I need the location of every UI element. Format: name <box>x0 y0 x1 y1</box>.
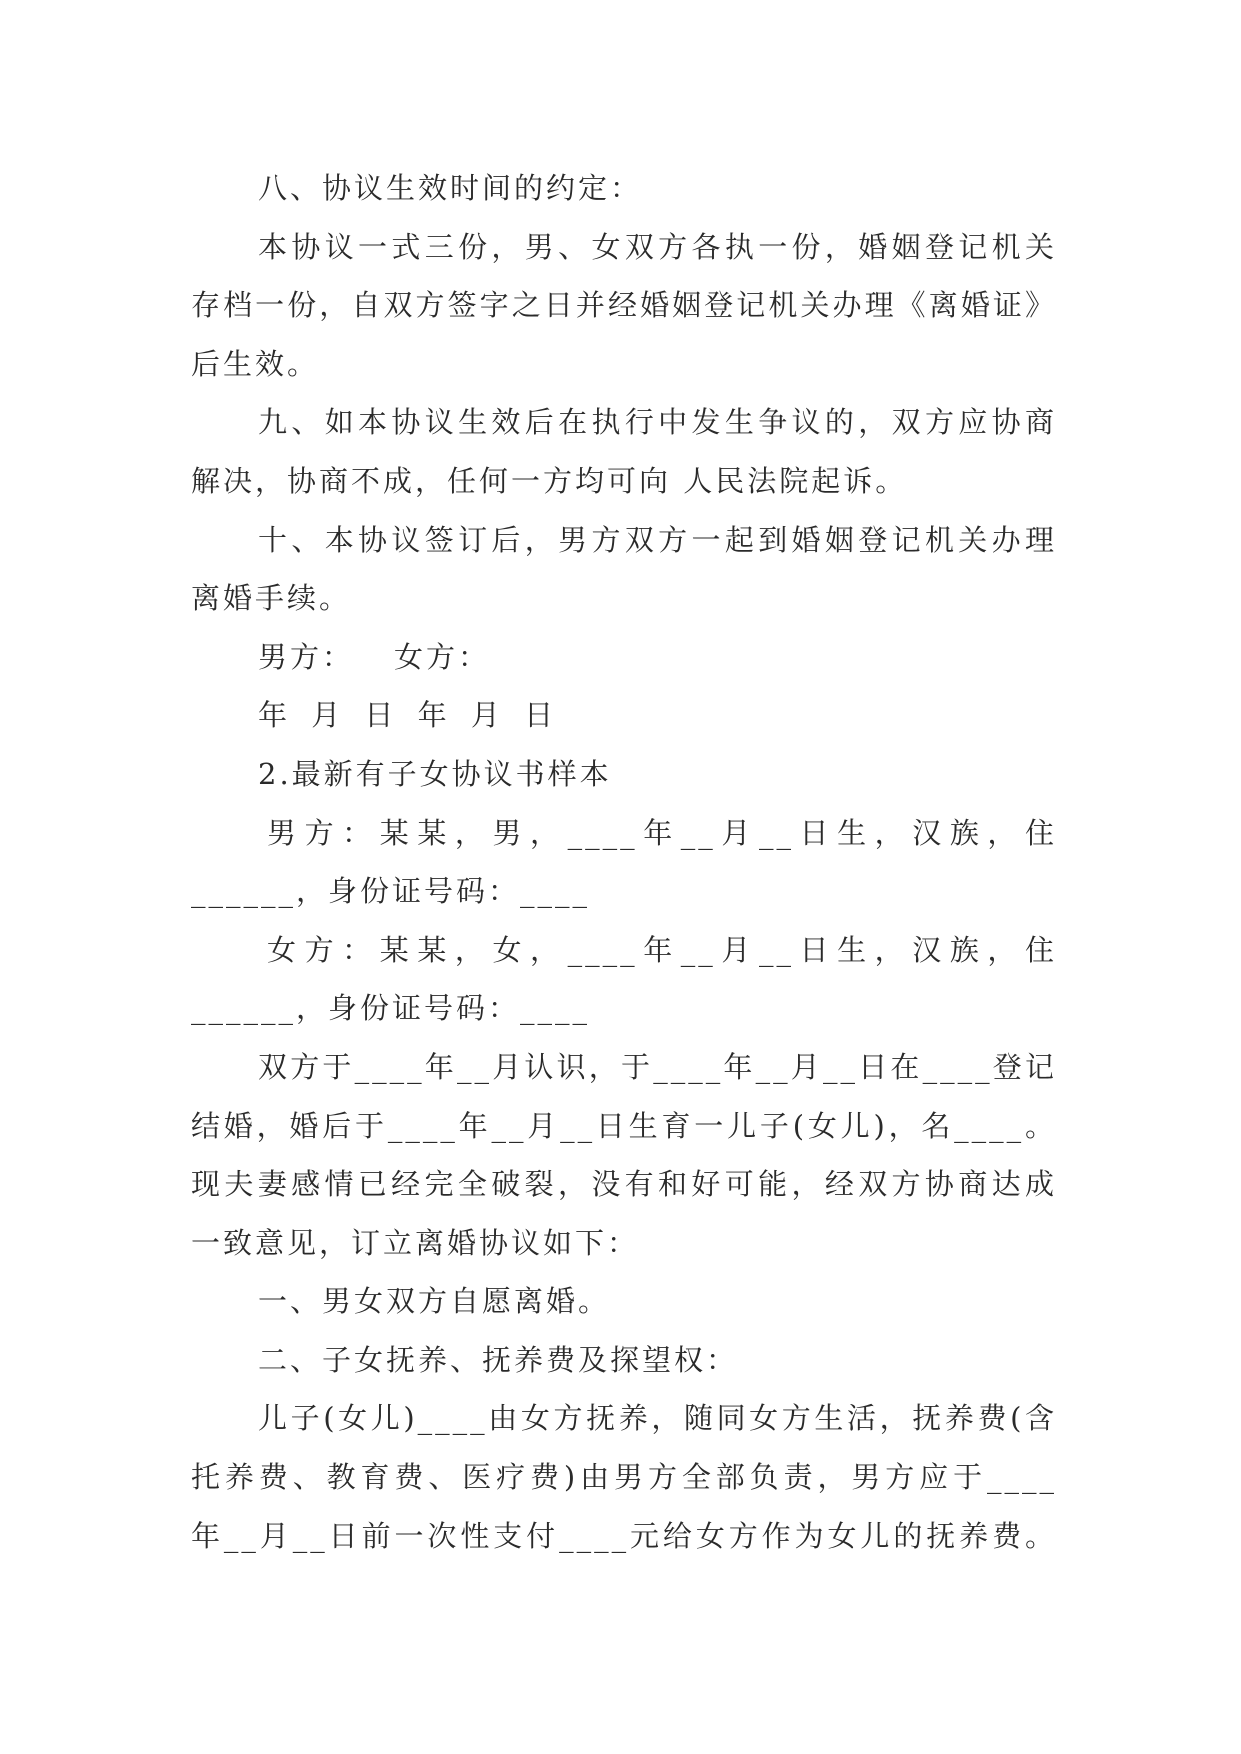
female-party-line: 女方：某某，女，____年__月__日生，汉族，住 <box>267 932 1057 967</box>
paragraph-line: 结婚，婚后于____年__月__日生育一儿子(女儿)，名____。 <box>191 1108 1057 1143</box>
paragraph-line: 存档一份，自双方签字之日并经婚姻登记机关办理《离婚证》 <box>191 288 1057 323</box>
clause-two-heading: 二、子女抚养、抚养费及探望权： <box>258 1342 739 1377</box>
paragraph-line: 本协议一式三份，男、女双方各执一份，婚姻登记机关 <box>258 229 1057 264</box>
paragraph-line: 离婚手续。 <box>191 581 352 616</box>
paragraph-line: 解决，协商不成，任何一方均可向 人民法院起诉。 <box>191 463 908 498</box>
paragraph-line: 儿子(女儿)____由女方抚养，随同女方生活，抚养费(含 <box>258 1401 1057 1436</box>
section-eight-heading: 八、协议生效时间的约定： <box>258 171 643 205</box>
document-page <box>191 159 1057 1565</box>
male-signature-label: 男方： <box>258 639 355 674</box>
section-ten-line: 十、本协议签订后，男方双方一起到婚姻登记机关办理 <box>258 522 1057 557</box>
paragraph-line: 年__月__日前一次性支付____元给女方作为女儿的抚养费。 <box>191 1518 1057 1553</box>
male-id-line: ______，身份证号码：____ <box>191 874 591 909</box>
paragraph-line: 双方于____年__月认识，于____年__月__日在____登记 <box>258 1049 1057 1084</box>
paragraph-line: 现夫妻感情已经完全破裂，没有和好可能，经双方协商达成 <box>191 1167 1057 1202</box>
section-nine-line: 九、如本协议生效后在执行中发生争议的，双方应协商 <box>258 405 1057 440</box>
paragraph-line: 托养费、教育费、医疗费)由男方全部负责，男方应于____ <box>191 1460 1057 1495</box>
clause-one-line: 一、男女双方自愿离婚。 <box>258 1284 611 1319</box>
female-id-line: ______，身份证号码：____ <box>191 991 591 1026</box>
signature-date-row: 年 月 日 年 月 日 <box>258 698 557 733</box>
paragraph-line: 一致意见，订立离婚协议如下： <box>191 1225 640 1260</box>
signature-row <box>191 628 1057 687</box>
paragraph-line: 后生效。 <box>191 346 320 381</box>
male-party-line: 男方：某某，男，____年__月__日生，汉族，住 <box>267 815 1057 850</box>
sample-title: 2.最新有子女协议书样本 <box>258 756 612 791</box>
female-signature-label: 女方： <box>394 639 491 674</box>
